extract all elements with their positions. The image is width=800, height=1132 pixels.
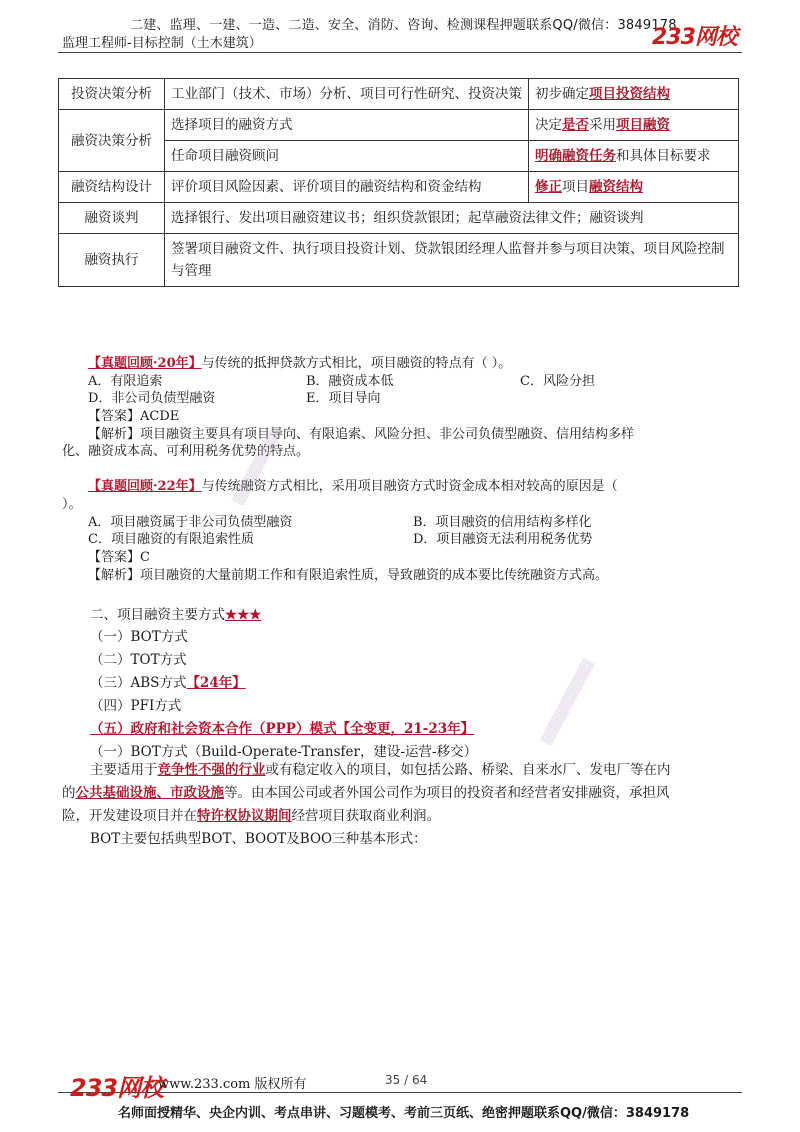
- stage-cell: 融资谈判: [59, 203, 165, 234]
- section-title: 二、项目融资主要方式★★★: [90, 607, 262, 623]
- result-cell: 决定是否采用项目融资: [529, 110, 739, 141]
- table-row: [59, 110, 739, 141]
- list-item: （二）TOT方式: [90, 652, 187, 668]
- header-subtitle: 监理工程师-目标控制（土木建筑）: [62, 36, 262, 51]
- work-cell: 任命项目融资顾问: [165, 141, 529, 172]
- result-cell: 初步确定项目投资结构: [529, 79, 739, 110]
- stage-cell: 投资决策分析: [59, 79, 165, 110]
- footer-logo: 233网校: [70, 1074, 164, 1102]
- table-row: [59, 79, 739, 110]
- question-1-analysis: 【解析】项目融资主要具有项目导向、有限追索、风险分担、非公司负债型融资、信用结构多样: [88, 427, 635, 442]
- work-cell: 选择银行、发出项目融资建议书；组织贷款银团；起草融资法律文件；融资谈判: [165, 203, 739, 234]
- result-cell: 修正项目融资结构: [529, 172, 739, 203]
- question-1-answer: 【答案】ACDE: [88, 409, 180, 424]
- list-item: （四）PFI方式: [90, 698, 182, 714]
- table-row: [59, 203, 739, 234]
- table-row: [59, 172, 739, 203]
- question-2-answer: 【答案】C: [88, 550, 150, 565]
- question-2-analysis: 【解析】项目融资的大量前期工作和有限追索性质，导致融资的成本要比传统融资方式高。: [88, 568, 609, 583]
- brand-logo: 233网校: [652, 25, 737, 50]
- footer-contact-line: 名师面授精华、央企内训、考点串讲、习题模考、考前三页纸、绝密押题联系QQ/微信：3849178: [118, 1106, 690, 1121]
- work-cell: 评价项目风险因素、评价项目的融资结构和资金结构: [165, 172, 529, 203]
- footer-copyright: www.233.com 版权所有: [158, 1077, 307, 1092]
- stage-cell: 融资结构设计: [59, 172, 165, 203]
- bot-forms-line: BOT主要包括典型BOT、BOOT及BOO三种基本形式：: [90, 831, 427, 847]
- bot-paragraph-line-3: 险，开发建设项目并在特许权协议期间经营项目获取商业利润。: [62, 808, 440, 824]
- option: C．项目融资的有限追索性质: [88, 532, 254, 547]
- option: A．项目融资属于非公司负债型融资: [88, 515, 293, 530]
- option: E．项目导向: [306, 391, 381, 406]
- question-1-analysis-cont: 化、融资成本高、可利用税务优势的特点。: [62, 444, 310, 459]
- bot-paragraph-line-2: 的公共基础设施、市政设施等。由本国公司或者外国公司作为项目的投资者和经营者安排融资，承担风: [62, 785, 670, 801]
- work-cell: 签署项目融资文件、执行项目投资计划、贷款银团经理人监督并参与项目决策、项目风险控制与管理: [165, 234, 739, 287]
- result-cell: 明确融资任务和具体目标要求: [529, 141, 739, 172]
- watermark: ▒▒▒▒▒▒▒▒▒▒▒: [540, 657, 596, 747]
- financing-stage-table: [58, 78, 739, 287]
- bot-heading: （一）BOT方式（Build-Operate-Transfer，建设-运营-移交）: [90, 744, 478, 760]
- stage-cell: 融资执行: [59, 234, 165, 287]
- question-1-stem: 【真题回顾·20年】与传统的抵押贷款方式相比，项目融资的特点有（ ）。: [88, 356, 512, 371]
- question-2-stem-cont: ）。: [62, 497, 82, 512]
- stage-cell: 融资决策分析: [59, 110, 165, 172]
- list-item: （一）BOT方式: [90, 629, 188, 645]
- page-number: 35 / 64: [385, 1073, 428, 1087]
- option: A．有限追索: [88, 374, 163, 389]
- work-cell: 选择项目的融资方式: [165, 110, 529, 141]
- option: C．风险分担: [520, 374, 595, 389]
- option: B．项目融资的信用结构多样化: [413, 515, 592, 530]
- question-2-stem: 【真题回顾·22年】与传统融资方式相比，采用项目融资方式时资金成本相对较高的原因是（: [88, 479, 618, 494]
- list-item: （三）ABS方式【24年】: [90, 675, 246, 691]
- table-row: [59, 234, 739, 287]
- list-item-ppp: （五）政府和社会资本合作（PPP）模式【全变更，21-23年】: [90, 721, 475, 737]
- header-divider: [58, 52, 742, 53]
- work-cell: 工业部门（技术、市场）分析、项目可行性研究、投资决策: [165, 79, 529, 110]
- watermark: ▒▒▒▒▒▒▒▒▒▒: [232, 425, 284, 507]
- bot-paragraph-line-1: 主要适用于竞争性不强的行业或有稳定收入的项目，如包括公路、桥梁、自来水厂、发电厂等在内: [90, 762, 671, 778]
- option: D．项目融资无法利用税务优势: [413, 532, 593, 547]
- option: D．非公司负债型融资: [88, 391, 216, 406]
- header-contact-line: 二建、监理、一建、一造、二造、安全、消防、咨询、检测课程押题联系QQ/微信：3849178: [130, 18, 677, 33]
- option: B．融资成本低: [306, 374, 394, 389]
